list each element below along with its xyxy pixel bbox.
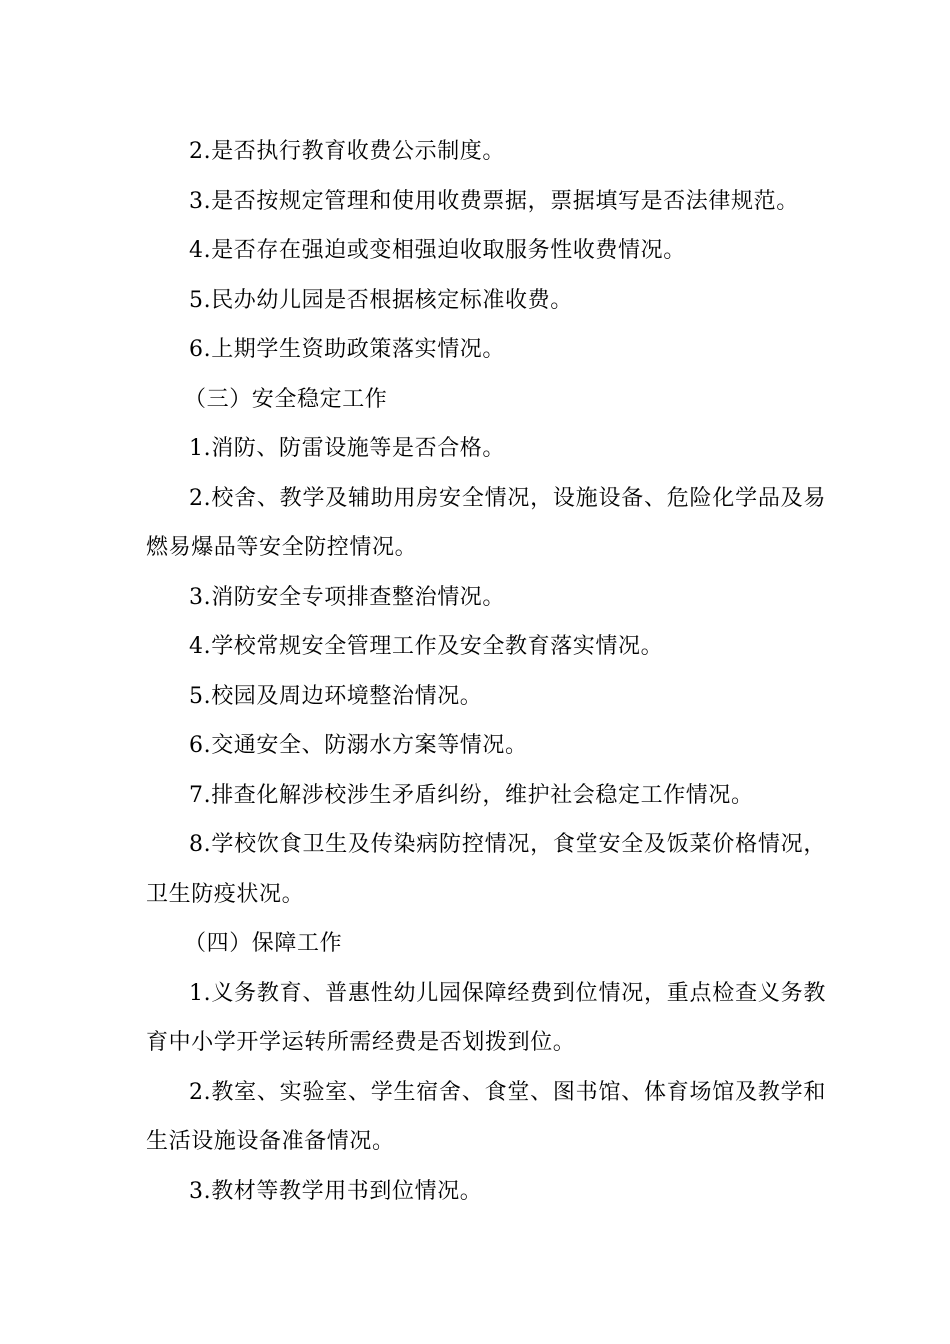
section-heading: （四）保障工作 bbox=[184, 931, 343, 956]
paragraph-item: 6.交通安全、防溺水方案等情况。 bbox=[189, 733, 528, 758]
paragraph-item: 3.消防安全专项排查整治情况。 bbox=[189, 584, 505, 610]
paragraph-item: 4.是否存在强迫或变相强迫收取服务性收费情况。 bbox=[189, 238, 686, 263]
paragraph-item: 5.校园及周边环境整治情况。 bbox=[189, 683, 483, 709]
paragraph-item: 1.义务教育、普惠性幼儿园保障经费到位情况，重点检查义务教育中小学开学运转所需经费是否划拨到位。 bbox=[146, 980, 826, 1055]
paragraph-item: 2.校舍、教学及辅助用房安全情况，设施设备、危险化学品及易燃易爆品等安全防控情况。 bbox=[146, 485, 826, 560]
paragraph-item: 8.学校饮食卫生及传染病防控情况，食堂安全及饭菜价格情况，卫生防疫状况。 bbox=[146, 832, 826, 907]
paragraph-item: 4.学校常规安全管理工作及安全教育落实情况。 bbox=[189, 634, 664, 659]
paragraph-item: 5.民办幼儿园是否根据核定标准收费。 bbox=[189, 287, 573, 313]
paragraph-item: 3.教材等教学用书到位情况。 bbox=[189, 1178, 483, 1204]
paragraph-item: 6.上期学生资助政策落实情况。 bbox=[189, 337, 505, 362]
paragraph-item: 2.教室、实验室、学生宿舍、食堂、图书馆、体育场馆及教学和生活设施设备准备情况。 bbox=[146, 1079, 826, 1154]
document-body bbox=[146, 127, 826, 1216]
paragraph-item: 2.是否执行教育收费公示制度。 bbox=[189, 139, 505, 164]
section-heading: （三）安全稳定工作 bbox=[184, 386, 388, 412]
paragraph-item: 7.排查化解涉校涉生矛盾纠纷，维护社会稳定工作情况。 bbox=[189, 782, 754, 808]
paragraph-item: 3.是否按规定管理和使用收费票据，票据填写是否法律规范。 bbox=[189, 188, 799, 214]
paragraph-item: 1.消防、防雷设施等是否合格。 bbox=[189, 436, 505, 461]
